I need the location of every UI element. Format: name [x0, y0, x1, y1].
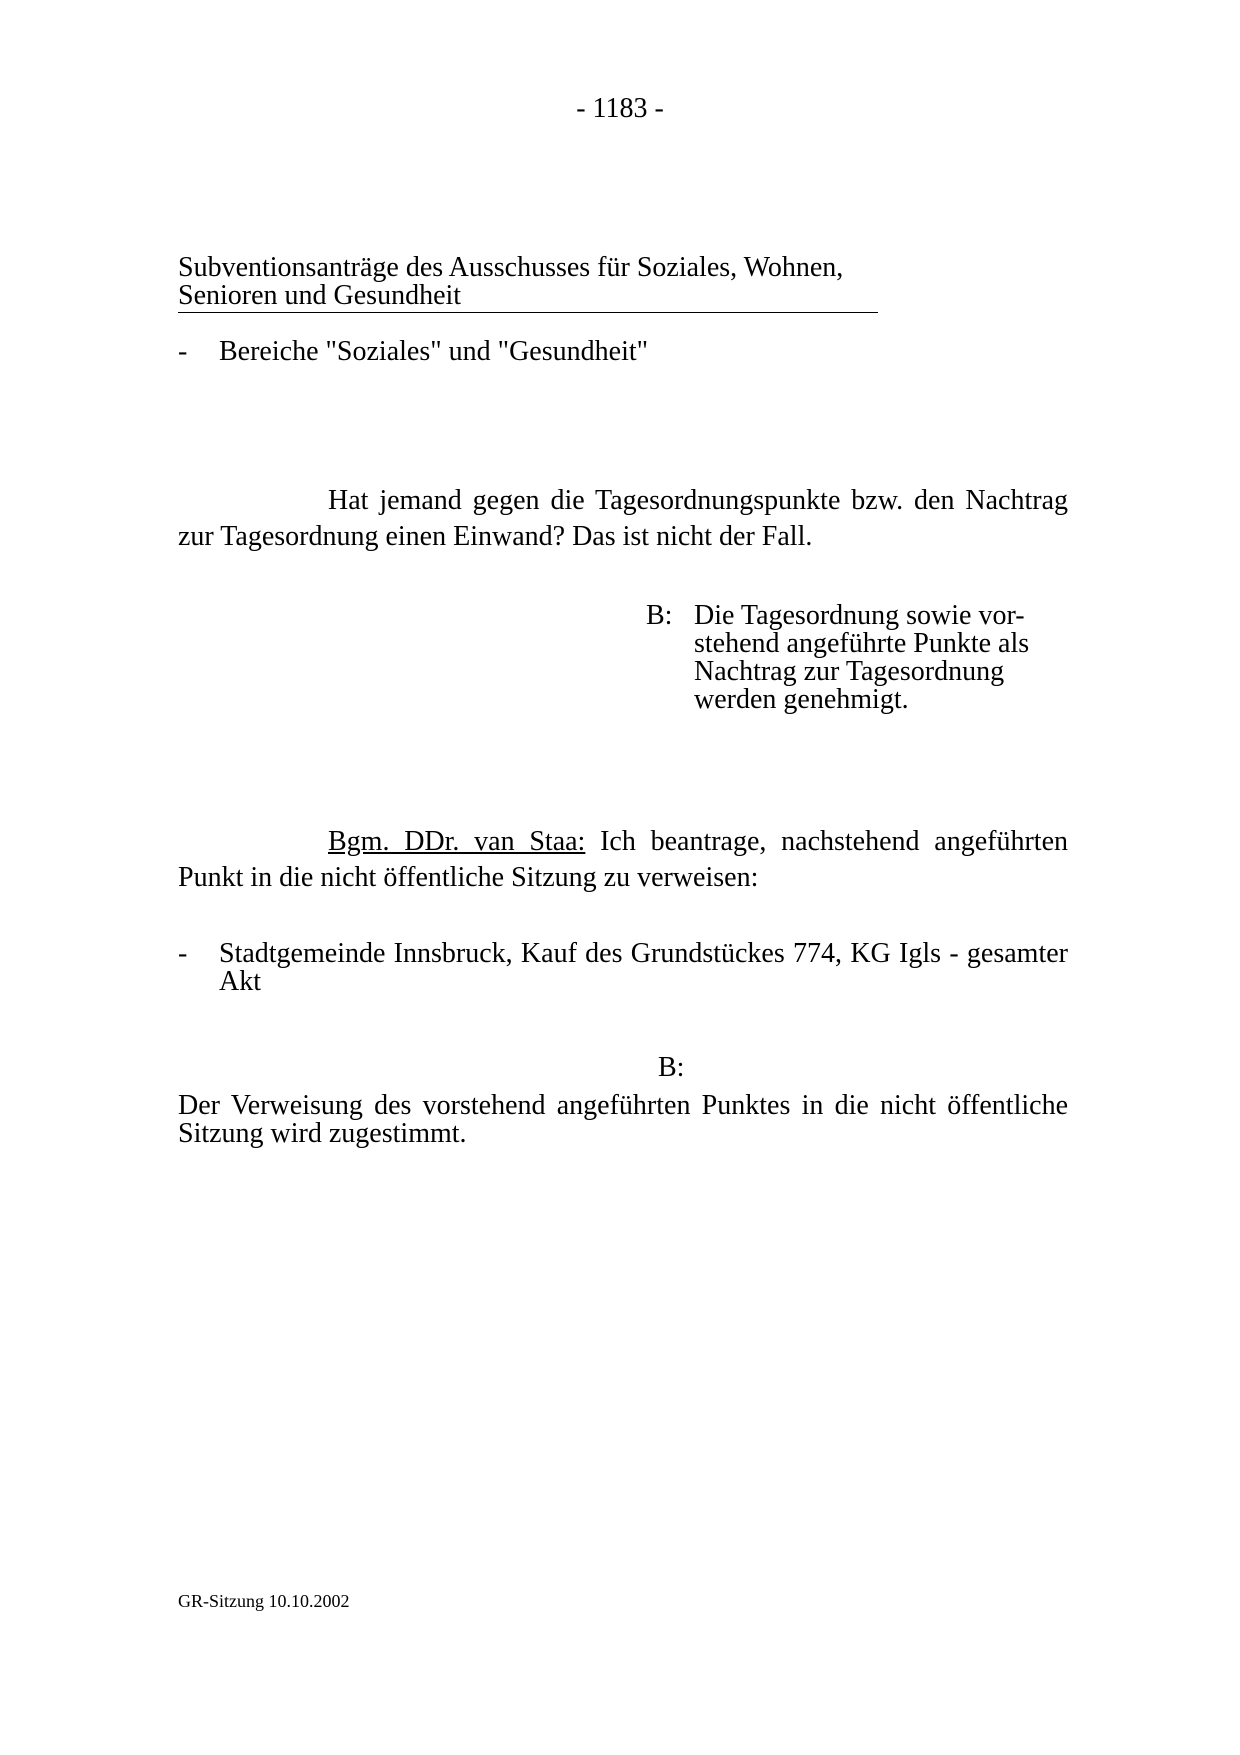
agenda-item-bereiche	[178, 338, 1068, 366]
decision-text	[694, 602, 1086, 714]
paragraph-text: Ich beantrage, nachstehend angeführten Punkt in die nicht öffentliche Sitzung zu verweisen:	[178, 826, 1068, 893]
decision-line: Nachtrag zur Tagesordnung	[694, 656, 1005, 687]
decision-line: Die Tagesordnung sowie vor-	[694, 600, 1025, 631]
speaker-name: Bgm. DDr. van Staa:	[328, 826, 586, 857]
bullet-dash: -	[178, 336, 188, 367]
paragraph-text: Hat jemand gegen die Tagesordnungspunkte bzw. den Nachtrag zur Tagesordnung einen Einwand? Das ist nicht der Fall.	[178, 485, 1068, 552]
decision-line: werden genehmigt.	[694, 684, 909, 715]
decision-text-referral: Der Verweisung des vorstehend angeführten Punktes in die nicht öffentliche Sitzung wird zugestimmt.	[178, 1090, 1068, 1149]
section-heading	[178, 254, 878, 313]
section-heading-line-2: Senioren und Gesundheit	[178, 280, 462, 311]
decision-label-centered: B:	[658, 1052, 685, 1083]
agenda-item-text: Bereiche "Soziales" und "Gesundheit"	[219, 336, 649, 367]
section-heading-line-1: Subventionsanträge des Ausschusses für Soziales, Wohnen,	[178, 252, 844, 283]
bullet-dash: -	[178, 938, 188, 969]
page-number: - 1183 -	[576, 93, 664, 124]
paragraph-objection-question	[178, 483, 1068, 555]
agenda-item-innsbruck	[178, 940, 1068, 996]
decision-block-agenda	[646, 602, 1086, 714]
paragraph-motion	[178, 824, 1068, 896]
decision-label: B:	[646, 600, 673, 631]
decision-line: stehend angeführte Punkte als	[694, 628, 1030, 659]
agenda-item-text: Stadtgemeinde Innsbruck, Kauf des Grundstückes 774, KG Igls - gesamter Akt	[219, 938, 1068, 997]
footer-session-date: GR-Sitzung 10.10.2002	[178, 1591, 350, 1611]
